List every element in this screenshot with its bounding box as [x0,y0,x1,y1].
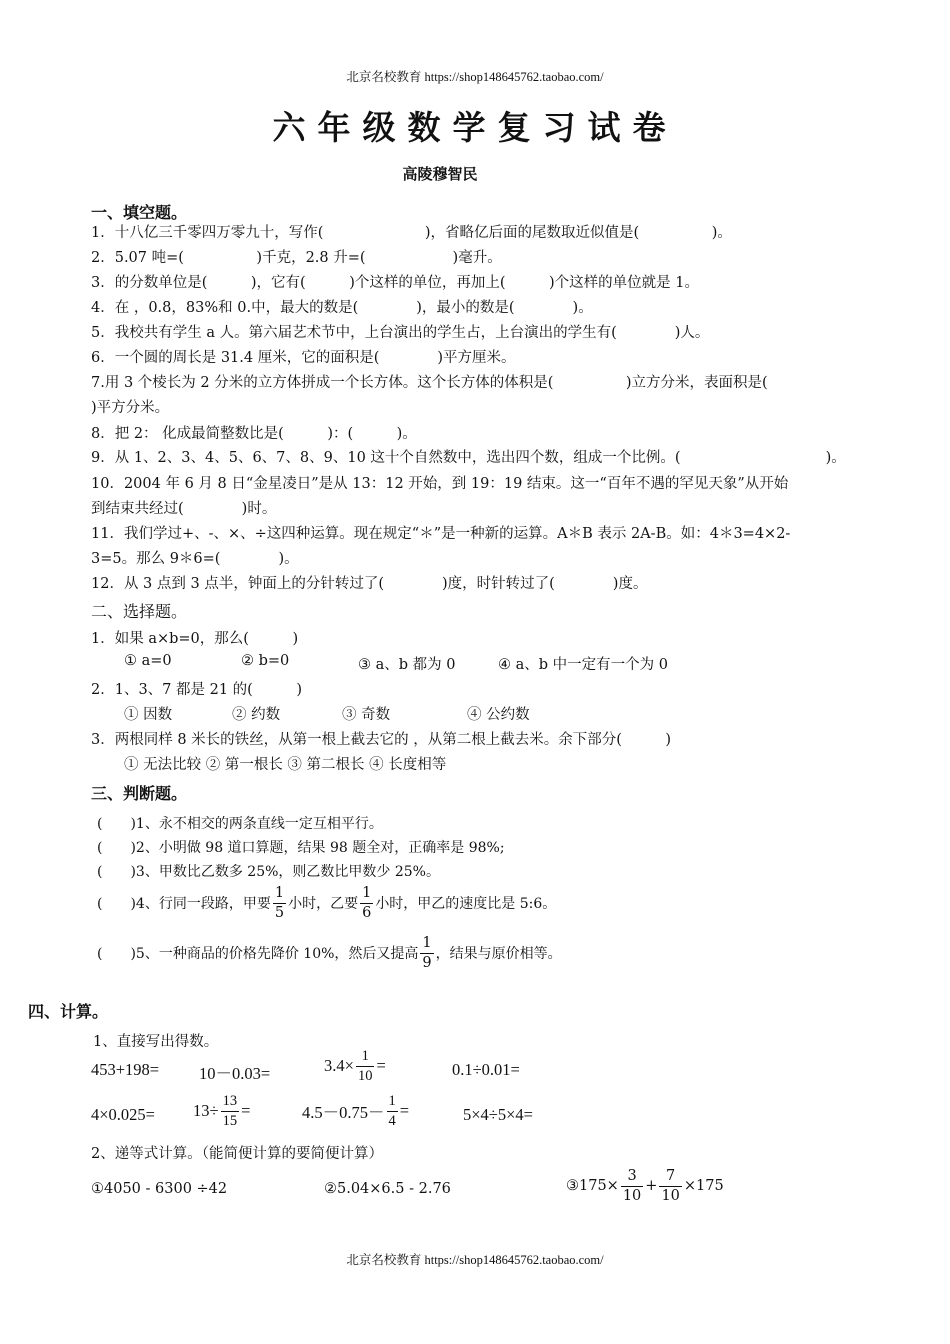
fraction-seven-tenths: $\frac{7}{10}$ [661,1168,680,1204]
choice-question-1: 1．如果 a×b=0，那么( ) [91,631,299,647]
fill-question-1: 1．十八亿三千零四万零九十，写作( )，省略亿后面的尾数取近似值是( )。 [91,225,732,241]
judge-statement-1: ( )1、永不相交的两条直线一定互相平行。 [97,816,383,832]
judge-4-text-a: ( )4、行同一段路，甲要 [97,896,271,912]
calc-item-6-text: 13÷ [193,1101,219,1120]
choice-question-2: 2．1、3、7 都是 21 的( ) [91,682,302,698]
fill-question-11a: 11．我们学过+、-、×、÷这四种运算。现在规定“＊”是一种新的运算。A＊B 表示 2A-B。如：4＊3=4×2- [91,526,791,542]
choice-1-option-3: ③ a、b 都为 0 [358,657,456,673]
choice-1-option-4: ④ a、b 中一定有一个为 0 [498,657,668,673]
fraction-one-tenth: $\frac{1}{10}$ [357,1048,373,1084]
judge-statement-4 [97,886,556,920]
fill-question-8: 8．把 2： 化成最简整数比是( )：( )。 [91,426,417,442]
judge-5-text-a: ( )5、一种商品的价格先降价 10%，然后又提高 [97,946,419,962]
judge-4-text-c: 小时，甲乙的速度比是 5:6。 [375,896,557,912]
fill-question-10a: 10．2004 年 6 月 8 日“金星凌日”是从 13：12 开始，到 19：19 结束。这一“百年不遇的罕见天象”从开始 [91,476,789,492]
section-fill-heading: 一、填空题。 [91,203,188,222]
fill-question-5: 5．我校共有学生 a 人。第六届艺术节中，上台演出的学生占，上台演出的学生有( )人。 [91,325,710,341]
expression-3-plus: + [645,1178,658,1194]
judge-5-text-b: ，结果与原价相等。 [435,946,562,962]
fraction-one-fifth: $\frac{1}{5}$ [274,885,285,921]
calc-item-8: 5×4÷5×4= [463,1105,533,1124]
calc-item-7-equals: = [399,1101,410,1120]
fill-question-3: 3．的分数单位是( )，它有( )个这样的单位，再加上( )个这样的单位就是 1。 [91,275,699,291]
calc-subheading-2: 2、递等式计算。（能简便计算的要简便计算） [91,1146,383,1162]
page-header: 北京名校教育 https://shop148645762.taobao.com/ [346,70,604,84]
choice-1-option-2: ② b=0 [241,653,290,669]
choice-2-option-3: ③ 奇数 [342,707,391,723]
calc-item-3-text: 3.4× [324,1056,354,1075]
choice-question-3: 3．两根同样 8 米长的铁丝，从第一根上截去它的 ，从第二根上截去米。余下部分( ) [91,732,672,748]
fill-question-11b: 3=5。那么 9＊6=( )。 [91,551,299,567]
calc-item-3 [324,1049,386,1083]
fill-question-9: 9．从 1、2、3、4、5、6、7、8、9、10 这十个自然数中，选出四个数，组成一个比例。( )。 [91,450,846,466]
judge-statement-5 [97,936,562,970]
fraction-one-ninth: $\frac{1}{9}$ [422,935,432,971]
choice-2-option-2: ② 约数 [232,707,281,723]
choice-3-options: ① 无法比较 ② 第一根长 ③ 第二根长 ④ 长度相等 [124,757,447,773]
calc-item-6 [193,1094,250,1128]
fill-question-10b: 到结束共经过( )时。 [91,501,277,517]
calc-item-1: 453+198= [91,1060,160,1079]
calc-item-2: 10－0.03= [199,1064,271,1083]
expression-2: ②5.04×6.5 - 2.76 [324,1181,451,1197]
author: 高陵穆智民 [402,165,478,183]
page-title: 六年级数学复习试卷 [272,108,678,147]
section-judge-heading: 三、判断题。 [91,784,188,803]
fraction-three-tenths: $\frac{3}{10}$ [622,1168,642,1204]
calc-item-5: 4×0.025= [91,1105,155,1124]
calc-item-7 [302,1094,409,1128]
expression-3-text-b: ×175 [683,1178,724,1194]
calc-item-7-text: 4.5－0.75－ [302,1103,385,1122]
expression-3-text-a: ③175× [566,1178,619,1194]
calc-subheading-1: 1、直接写出得数。 [93,1034,219,1050]
fraction-one-fourth: $\frac{1}{4}$ [388,1093,396,1129]
fill-question-6: 6．一个圆的周长是 31.4 厘米，它的面积是( )平方厘米。 [91,350,516,366]
calc-item-3-equals: = [376,1056,386,1075]
fraction-thirteen-fifteenths: $\frac{13}{15}$ [222,1093,238,1129]
fill-question-4: 4．在 ，0.8，83%和 0.中，最大的数是( )，最小的数是( )。 [91,300,593,316]
fill-question-2: 2．5.07 吨=( )千克，2.8 升=( )毫升。 [91,250,502,266]
judge-statement-3: ( )3、甲数比乙数多 25%，则乙数比甲数少 25%。 [97,864,440,880]
expression-1: ①4050 - 6300 ÷42 [91,1181,228,1197]
choice-1-option-1: ① a=0 [124,653,172,669]
fill-question-12: 12．从 3 点到 3 点半，钟面上的分针转过了( )度，时针转过了( )度。 [91,576,648,592]
section-calc-heading: 四、计算。 [28,1002,109,1021]
fraction-one-sixth: $\frac{1}{6}$ [362,885,372,921]
page-footer: 北京名校教育 https://shop148645762.taobao.com/ [346,1253,604,1267]
section-choice-heading: 二、选择题。 [91,602,188,621]
choice-2-option-1: ① 因数 [124,707,173,723]
calc-item-4: 0.1÷0.01= [452,1060,520,1079]
expression-3 [566,1169,724,1203]
judge-4-text-b: 小时，乙要 [288,896,359,912]
fill-question-7b: )平方分米。 [91,400,170,416]
calc-item-6-equals: = [241,1101,251,1120]
fill-question-7a: 7.用 3 个棱长为 2 分米的立方体拼成一个长方体。这个长方体的体积是( )立方分米，表面积是( [91,375,768,391]
choice-2-option-4: ④ 公约数 [467,707,530,723]
judge-statement-2: ( )2、小明做 98 道口算题，结果 98 题全对，正确率是 98%; [97,840,505,856]
